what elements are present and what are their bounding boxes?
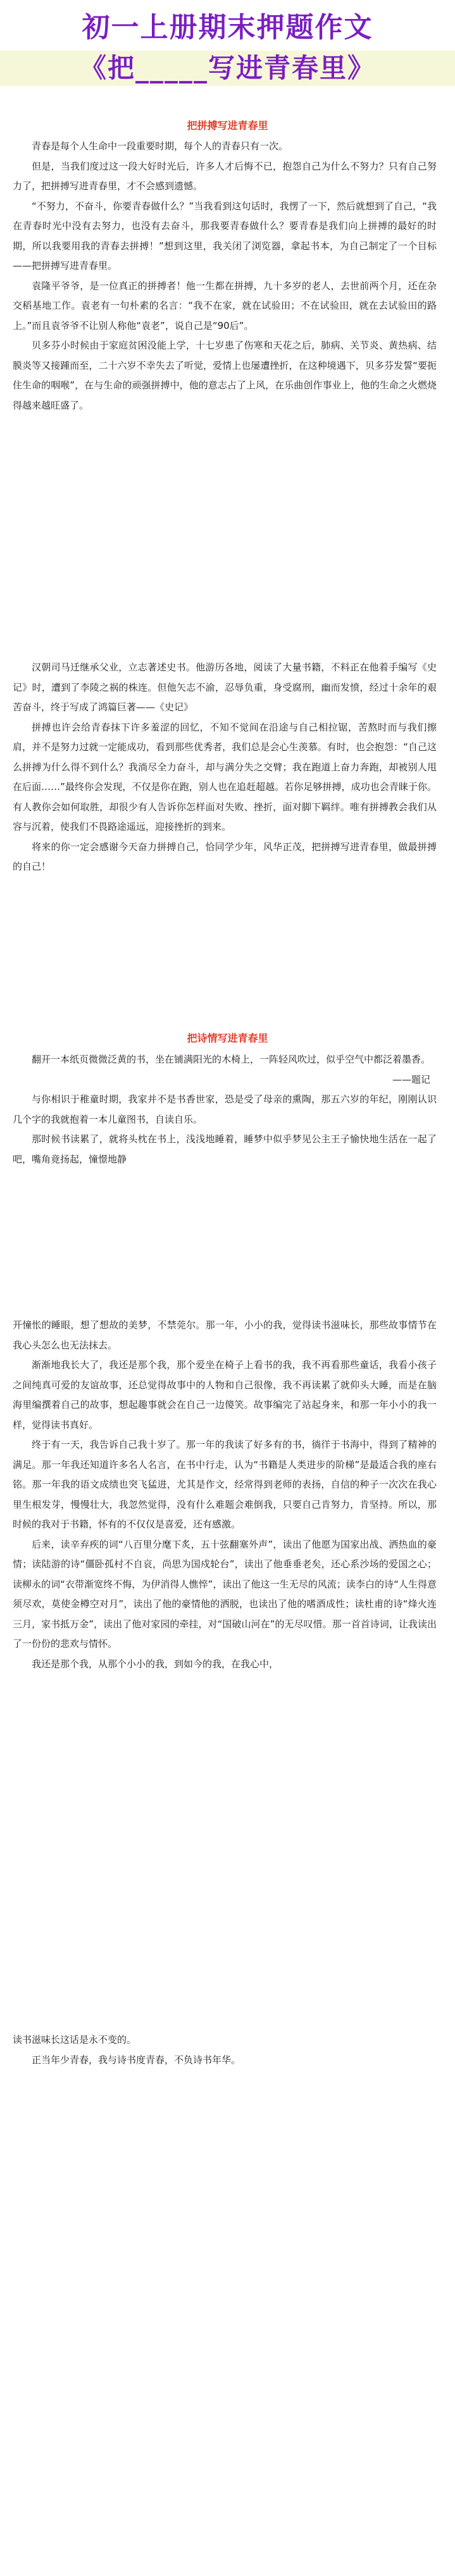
essay1-body-a — [13, 137, 437, 416]
paragraph: 与你相识于稚童时期，我家并不是书香世家，恐是受了母亲的熏陶，那五六岁的年纪，刚刚认识几个字的我就抱着一本儿童图书，自读自乐。 — [13, 1094, 437, 1125]
paragraph: 终于有一天，我告诉自己我十岁了。那一年的我读了好多有的书，徜徉于书海中，得到了精神的满足。那一年我还知道许多名人名言，在书中行走，认为“书籍是人类进步的阶梯”是最适合我的座右铭。那一年我的语文成绩也突飞猛进，尤其是作文，经常得到老师的表扬，自信的种子一次次在我心里生根发芽，慢慢壮大，我忽然觉得，没有什么难题会难倒我，只要自己肯努力，肯坚持。所以，那时候的我对于书籍，怀有的不仅仅是喜爱，还有感激。 — [13, 1439, 437, 1530]
essay2-body-b — [13, 1316, 437, 1674]
paragraph: 读书滋味长这话是永不变的。 — [13, 2034, 137, 2045]
paragraph: 但是，当我们度过这一段大好时光后，许多人才后悔不已，抱怨自己为什么不努力？只有自己努力了，把拼搏写进青春里，才不会感到遗憾。 — [13, 160, 437, 192]
epigraph-attribution: ——题记 — [392, 1073, 430, 1085]
essay1-body-b — [13, 658, 437, 877]
paragraph: “不努力，不奋斗，你要青春做什么？”当我看到这句话时，我愣了一下，然后就想到了自己，“我在青春时光中没有去努力，也没有去奋斗，那我要青春做什么？要青春是我们向上拼搏的最好的时期，所以我要用我的青春去拼搏！”想到这里，我关闭了浏览器，拿起书本，为自己制定了一个目标——把拼搏写进青春里。 — [13, 200, 437, 271]
paragraph: 将来的你一定会感谢今天奋力拼搏自己，恰同学少年，风华正茂，把拼搏写进青春里，做最拼搏的自己！ — [13, 841, 437, 872]
paragraph: 我还是那个我，从那个小小的我，到如今的我，在我心中， — [32, 1658, 279, 1670]
paragraph: 青春是每个人生命中一段重要时期，每个人的青春只有一次。 — [32, 140, 289, 152]
essay1-heading: 把拼搏写进青春里 — [187, 120, 268, 132]
page-title: 初一上册期末押题作文 — [82, 11, 373, 44]
paragraph: 开憧怅的睡眼，想了想故的美梦，不禁莞尔。那一年，小小的我，觉得读书滋味长，那些故事情节在我心头怎么也无法抹去。 — [13, 1319, 437, 1351]
paragraph: 渐渐地我长大了，我还是那个我，那个爱坐在椅子上看书的我，我不再看那些童话，我看小孩子之间纯真可爱的友谊故事，还总觉得故事中的人物和自己很像，我不再读累了就仰头大睡，而是在脑海里编撰着自己的故事，想起趣事就会在自己一边傻笑。故事编完了站起身来，和那一年小小的我一样，觉得读书真好。 — [13, 1359, 437, 1431]
paragraph: 贝多芬小时候由于家庭贫困没能上学，十七岁患了伤寒和天花之后，肺病、关节炎、黄热病、结膜炎等又接踵而至，二十六岁不幸失去了听觉，爱情上也屡遭挫折，在这种境遇下，贝多芬发誓“要扼住生命的咽喉”，在与生命的顽强拼搏中，他的意志占了上风，在乐曲创作事业上，他的生命之火燃烧得越来越旺盛了。 — [13, 340, 437, 411]
paragraph: 翻开一本纸页微微泛黄的书，坐在铺满阳光的木椅上，一阵轻风吹过，似乎空气中都泛着墨香。 — [32, 1054, 431, 1065]
paragraph: 正当年少青春，我与诗书度青春，不负诗书年华。 — [32, 2054, 241, 2066]
paragraph: 那时候书读累了，就将头枕在书上，浅浅地睡着，睡梦中似乎梦见公主王子愉快地生活在一起了吧，嘴角竟扬起，憧憬地静 — [13, 1133, 437, 1165]
paragraph: 汉朝司马迁继承父业，立志著述史书。他游历各地，阅读了大量书籍，不料正在他着手编写《史记》时，遭到了李陵之祸的株连。但他矢志不渝，忍辱负重，身受腐刑，幽而发愤，经过十余年的艰苦奋斗，终于写成了鸿篇巨著——《史记》 — [13, 662, 437, 713]
essay2-heading: 把诗情写进青春里 — [187, 1032, 268, 1044]
paragraph: 后来，读辛弃疾的词“八百里分麾下炙，五十弦翻塞外声”，读出了他愿为国家出战、洒热血的豪情；读陆游的诗“僵卧孤村不自哀，尚思为国戍轮台”，读出了他垂垂老矣，还心系沙场的爱国之心；读柳永的词“衣带渐宽终不悔，为伊消得人憔悴”，读出了他这一生无尽的风流；读李白的诗“人生得意须尽欢，莫使金樽空对月”，读出了他的豪情他的洒脱，也读出了他的嗜酒成性；读杜甫的诗“烽火连三月，家书抵万金”，读出了他对家园的牵挂，对“国破山河在”的无尽叹惜。那一首首诗词，让我读出了一份份的悲欢与情怀。 — [13, 1538, 437, 1649]
essay2-body-a — [13, 1050, 437, 1169]
page-subtitle: 《把_____写进青春里》 — [0, 51, 455, 86]
essay2-body-c — [13, 2030, 437, 2070]
paragraph: 袁隆平爷爷，是一位真正的拼搏者！他一生都在拼搏，九十多岁的老人，去世前两个月，还在杂交稻基地工作。袁老有一句朴素的名言：“我不在家，就在试验田；不在试验田，就在去试验田的路上。”而且袁爷爷不让别人称他“袁老”，说自己是“90后”。 — [13, 280, 437, 331]
paragraph: 拼搏也许会给青春抹下许多羞涩的回忆，不知不觉间在沿途与自己相拉锯，苦熬时而与我们擦肩，并不是努力过就一定能成功，看到那些优秀者，我们总是会心生羡慕。有时，也会抱怨：“自己这么拼搏为什么得不到什么？我淌尽全力奋斗，却与满分失之交臂；我在跑道上奋力奔跑，却被别人甩在后面……”最终你会发现，不仅是你在跑，别人也在追赶超越。若你足够拼搏，成功也会青睐于你。有人教你会如何取胜，却很少有人告诉你怎样面对失败、挫折，面对脚下羁绊。唯有拼搏教会我们从容与沉着，使我们不畏路途遥远，迎接挫折的到来。 — [13, 721, 437, 832]
